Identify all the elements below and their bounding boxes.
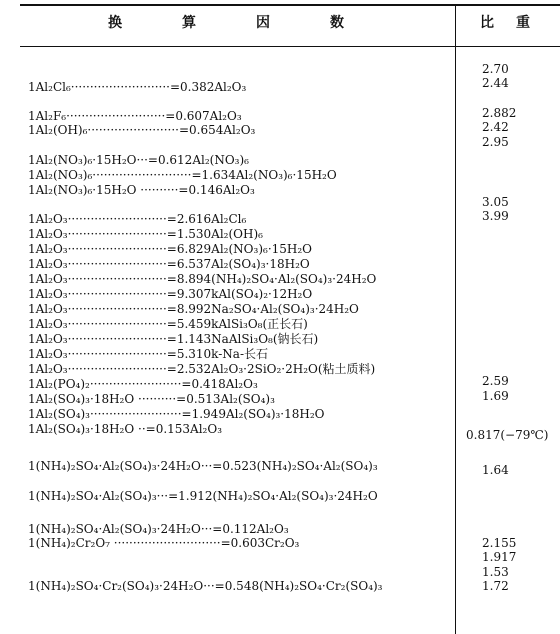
- header-char-3: 因: [256, 15, 270, 31]
- formula-row: 1Al₂Cl₆··························=0.382Al₂O₃: [28, 80, 247, 94]
- formula-row: 1Al₂(SO₄)₃·18H₂O ··=0.153Al₂O₃: [28, 422, 223, 436]
- formula-row: 1Al₂O₃··························=1.143NaAlSi₃O₈(钠长石): [28, 332, 319, 346]
- column-divider: [455, 4, 456, 634]
- specific-gravity-value: 3.05: [482, 195, 509, 209]
- specific-gravity-value: 1.64: [482, 463, 509, 477]
- formula-row: 1Al₂(PO₄)₂························=0.418Al₂O₃: [28, 377, 258, 391]
- formula-row: 1Al₂(NO₃)₆·15H₂O···=0.612Al₂(NO₃)₆: [28, 153, 249, 167]
- formula-row: 1Al₂O₃··························=2.532Al₂O₃·2SiO₂·2H₂O(粘土质料): [28, 362, 376, 376]
- formula-row: 1Al₂(NO₃)₆·15H₂O ··········=0.146Al₂O₃: [28, 183, 255, 197]
- header-char-5: 比: [480, 15, 494, 31]
- specific-gravity-value: 0.817(−79℃): [466, 428, 549, 442]
- formula-row: 1Al₂O₃··························=5.310k-Na-长石: [28, 347, 269, 361]
- specific-gravity-value: 1.72: [482, 579, 509, 593]
- formula-row: 1Al₂O₃··························=6.829Al₂(NO₃)₆·15H₂O: [28, 242, 313, 256]
- formula-row: 1Al₂O₃··························=5.459kAlSi₃O₈(正长石): [28, 317, 308, 331]
- formula-row: 1Al₂O₃··························=2.616Al₂Cl₆: [28, 212, 247, 226]
- specific-gravity-value: 2.882: [482, 106, 517, 120]
- formula-row: 1(NH₄)₂SO₄·Cr₂(SO₄)₃·24H₂O···=0.548(NH₄)₂SO₄·Cr₂(SO₄)₃: [28, 579, 383, 593]
- specific-gravity-value: 1.917: [482, 550, 517, 564]
- specific-gravity-value: 2.42: [482, 120, 509, 134]
- specific-gravity-value: 2.70: [482, 62, 509, 76]
- formula-row: 1Al₂(SO₄)₃·18H₂O ··········=0.513Al₂(SO₄)₃: [28, 392, 275, 406]
- header-char-6: 重: [516, 15, 530, 31]
- specific-gravity-value: 2.44: [482, 76, 509, 90]
- formula-row: 1Al₂(OH)₆························=0.654Al₂O₃: [28, 123, 256, 137]
- top-rule: [20, 4, 560, 6]
- formula-row: 1Al₂F₆··························=0.607Al₂O₃: [28, 109, 242, 123]
- specific-gravity-value: 1.53: [482, 565, 509, 579]
- formula-row: 1Al₂O₃··························=8.992Na₂SO₄·Al₂(SO₄)₃·24H₂O: [28, 302, 359, 316]
- header-char-4: 数: [330, 15, 344, 31]
- formula-row: 1Al₂O₃··························=9.307kAl(SO₄)₂·12H₂O: [28, 287, 313, 301]
- specific-gravity-value: 2.155: [482, 536, 517, 550]
- formula-row: 1Al₂(NO₃)₆··························=1.634Al₂(NO₃)₆·15H₂O: [28, 168, 337, 182]
- header-rule: [20, 46, 560, 47]
- formula-row: 1Al₂O₃··························=1.530Al₂(OH)₆: [28, 227, 263, 241]
- specific-gravity-value: 2.95: [482, 135, 509, 149]
- formula-row: 1(NH₄)₂SO₄·Al₂(SO₄)₃·24H₂O···=0.523(NH₄)₂SO₄·Al₂(SO₄)₃: [28, 459, 378, 473]
- formula-row: 1(NH₄)₂Cr₂O₇ ····························=0.603Cr₂O₃: [28, 536, 300, 550]
- formula-row: 1(NH₄)₂SO₄·Al₂(SO₄)₃···=1.912(NH₄)₂SO₄·Al₂(SO₄)₃·24H₂O: [28, 489, 378, 503]
- header-char-1: 换: [108, 15, 122, 31]
- specific-gravity-value: 3.99: [482, 209, 509, 223]
- specific-gravity-value: 1.69: [482, 389, 509, 403]
- header-char-2: 算: [182, 15, 196, 31]
- specific-gravity-value: 2.59: [482, 374, 509, 388]
- formula-row: 1(NH₄)₂SO₄·Al₂(SO₄)₃·24H₂O···=0.112Al₂O₃: [28, 522, 289, 536]
- formula-row: 1Al₂O₃··························=8.894(NH₄)₂SO₄·Al₂(SO₄)₃·24H₂O: [28, 272, 377, 286]
- formula-row: 1Al₂O₃··························=6.537Al₂(SO₄)₃·18H₂O: [28, 257, 310, 271]
- formula-row: 1Al₂(SO₄)₃························=1.949Al₂(SO₄)₃·18H₂O: [28, 407, 325, 421]
